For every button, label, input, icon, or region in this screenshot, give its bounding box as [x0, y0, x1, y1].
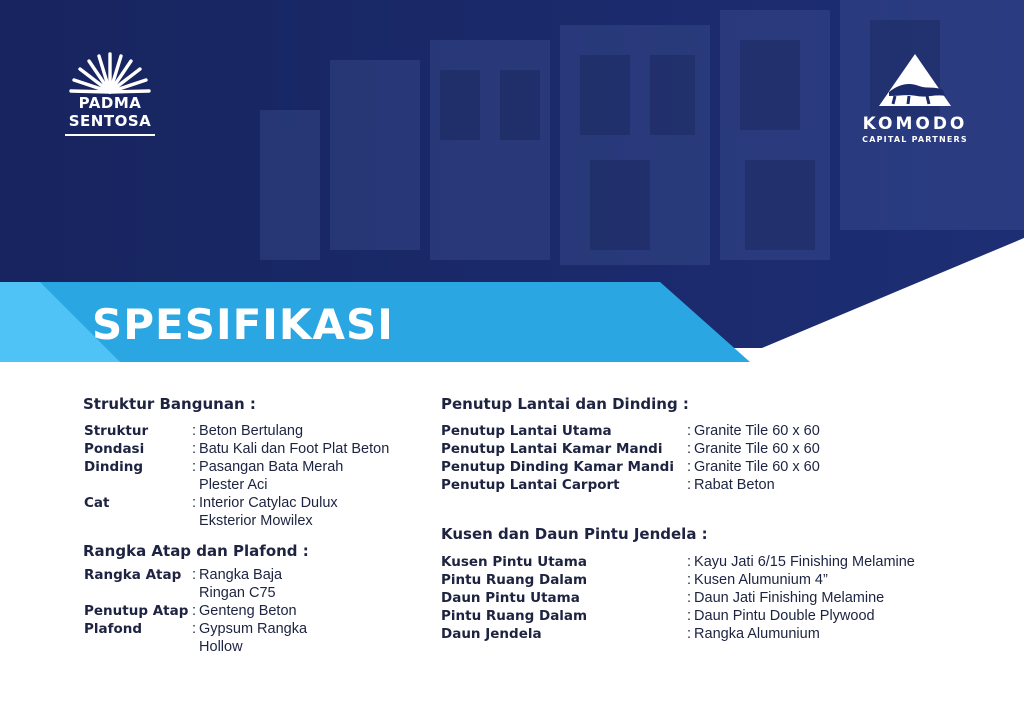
spec-label: Daun Pintu Utama	[441, 590, 580, 606]
spec-value-line: Rabat Beton	[694, 477, 775, 493]
spec-row	[441, 422, 820, 440]
spec-separator: :	[687, 626, 692, 642]
spec-label: Pondasi	[84, 441, 145, 457]
spec-row	[441, 440, 820, 458]
spec-label: Daun Jendela	[441, 626, 542, 642]
spec-value	[694, 476, 820, 494]
komodo-name: KOMODO	[862, 114, 968, 134]
lantai-heading: Penutup Lantai dan Dinding :	[441, 395, 689, 413]
spec-row	[84, 602, 307, 620]
spec-value-line: Rangka Baja	[199, 567, 283, 583]
spec-row	[441, 607, 915, 625]
spec-separator: :	[192, 621, 197, 637]
spec-row	[84, 422, 389, 440]
spec-label: Cat	[84, 495, 110, 511]
spec-label: Penutup Atap	[84, 603, 189, 619]
kusen-heading: Kusen dan Daun Pintu Jendela :	[441, 525, 708, 543]
spec-separator: :	[687, 423, 692, 439]
spec-value	[694, 607, 915, 625]
spec-value-line: Granite Tile 60 x 60	[694, 423, 820, 439]
spec-value-line: Daun Jati Finishing Melamine	[694, 590, 885, 606]
spec-label: Kusen Pintu Utama	[441, 554, 587, 570]
spec-value-line: Kusen Alumunium 4”	[694, 572, 828, 588]
spec-row	[441, 476, 820, 494]
spec-value	[694, 553, 915, 571]
komodo-logo	[850, 52, 980, 144]
spec-value-line: Plester Aci	[199, 477, 268, 493]
spec-value	[694, 625, 915, 643]
spec-value	[199, 422, 389, 440]
spec-value	[199, 458, 389, 494]
spec-row	[84, 494, 389, 530]
spec-separator: :	[192, 495, 197, 511]
spec-row	[441, 458, 820, 476]
spec-value-line: Batu Kali dan Foot Plat Beton	[199, 441, 390, 457]
spec-separator: :	[687, 572, 692, 588]
spec-value-line: Kayu Jati 6/15 Finishing Melamine	[694, 554, 915, 570]
spec-value	[694, 571, 915, 589]
spec-separator: :	[687, 459, 692, 475]
spec-separator: :	[687, 590, 692, 606]
struktur-heading: Struktur Bangunan :	[83, 395, 256, 413]
spec-value	[694, 422, 820, 440]
spec-row	[441, 625, 915, 643]
komodo-triangle-icon	[875, 52, 955, 108]
struktur-table	[84, 422, 389, 530]
spec-separator: :	[687, 441, 692, 457]
spec-value	[199, 440, 389, 458]
spec-value	[694, 440, 820, 458]
spec-value-line: Rangka Alumunium	[694, 626, 820, 642]
spec-value-line: Granite Tile 60 x 60	[694, 441, 820, 457]
komodo-tagline: CAPITAL PARTNERS	[862, 135, 968, 144]
spec-value	[199, 494, 389, 530]
lantai-table	[441, 422, 820, 494]
spec-value-line: Gypsum Rangka	[199, 621, 308, 637]
spec-separator: :	[687, 477, 692, 493]
spec-label: Penutup Dinding Kamar Mandi	[441, 459, 674, 475]
spec-value-line: Hollow	[199, 639, 243, 655]
page-title: SPESIFIKASI	[92, 300, 394, 349]
spec-separator: :	[192, 423, 197, 439]
spec-value-line: Ringan C75	[199, 585, 276, 601]
spec-value	[199, 620, 307, 656]
spec-separator: :	[192, 459, 197, 475]
spec-row	[441, 589, 915, 607]
spec-row	[84, 440, 389, 458]
spec-value-line: Eksterior Mowilex	[199, 513, 313, 529]
atap-heading: Rangka Atap dan Plafond :	[83, 542, 309, 560]
spec-label: Struktur	[84, 423, 149, 439]
spec-label: Penutup Lantai Utama	[441, 423, 612, 439]
spec-separator: :	[192, 567, 197, 583]
brand-underline	[65, 134, 155, 136]
spec-value-line: Pasangan Bata Merah	[199, 459, 344, 475]
spec-row	[84, 566, 307, 602]
spec-row	[84, 458, 389, 494]
spec-value	[199, 566, 307, 602]
spec-separator: :	[192, 441, 197, 457]
spec-separator: :	[687, 608, 692, 624]
spec-label: Dinding	[84, 459, 144, 475]
spec-row	[84, 620, 307, 656]
spec-label: Rangka Atap	[84, 567, 182, 583]
sunburst-icon	[65, 50, 155, 94]
spec-value-line: Interior Catylac Dulux	[199, 495, 338, 511]
spec-label: Pintu Ruang Dalam	[441, 572, 588, 588]
atap-table	[84, 566, 307, 656]
brand-line-2: SENTOSA	[68, 112, 152, 130]
spec-value	[694, 458, 820, 476]
spec-label: Penutup Lantai Kamar Mandi	[441, 441, 663, 457]
spec-separator: :	[192, 603, 197, 619]
brand-line-1: PADMA	[78, 94, 142, 112]
spec-label: Pintu Ruang Dalam	[441, 608, 588, 624]
spec-value-line: Granite Tile 60 x 60	[694, 459, 820, 475]
spec-value	[694, 589, 915, 607]
spec-label: Penutup Lantai Carport	[441, 477, 620, 493]
spec-value-line: Genteng Beton	[199, 603, 297, 619]
spec-row	[441, 571, 915, 589]
spec-row	[441, 553, 915, 571]
spec-separator: :	[687, 554, 692, 570]
spec-value-line: Beton Bertulang	[199, 423, 304, 439]
spec-value-line: Daun Pintu Double Plywood	[694, 608, 875, 624]
kusen-table	[441, 553, 915, 643]
spec-label: Plafond	[84, 621, 143, 637]
spec-value	[199, 602, 307, 620]
padma-sentosa-logo	[62, 50, 158, 136]
